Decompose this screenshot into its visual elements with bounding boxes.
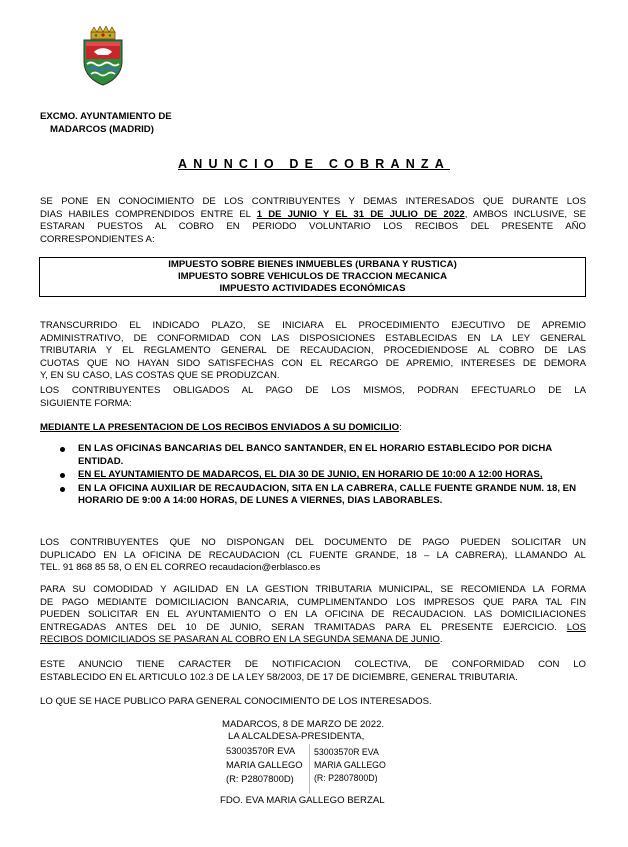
tax-item: IMPUESTO ACTIVIDADES ECONÓMICAS [219,283,406,295]
signature-line: 53003570R EVA [226,745,296,756]
text-line [40,634,586,647]
bullet-icon [60,487,65,492]
text-segment: . [439,634,443,646]
digital-signature-left [226,744,303,786]
text-segment: ENTREGADAS ANTES DEL 10 DE JUNIO, SERAN TRAMITADAS PARA EL PRESENTE EJERCICIO. [40,621,567,633]
signature-line: (R: P2807800D) [226,773,294,784]
list-item [40,469,586,482]
list-item [40,443,586,468]
intro-line: ESTARAN PUESTOS AL COBRO EN PERIODO VOLUNTARIO LOS RECIBOS DEL PRESENTE AÑO [40,221,586,233]
town-hall-method: EN EL AYUNTAMIENTO DE MADARCOS, EL DIA 30 DE JUNIO, EN HORARIO DE 10:00 A 12:00 HORAS, [78,469,543,481]
text-segment-underlined: RECIBOS DOMICILIADOS SE PASARAN AL COBRO EN LA SEGUNDA SEMANA DE JUNIO [40,634,440,646]
signature-line: MARIA GALLEGO [314,759,386,770]
text-line [40,622,586,635]
organization-location: MADARCOS (MADRID) [50,124,154,135]
text-line: TRIBUTARIA Y EL REGLAMENTO GENERAL DE RECAUDACION, PROCEDIENDOSE AL COBRO DE LAS [40,345,586,357]
intro-text: DIAS HABILES COMPRENDIDOS ENTRE EL [40,208,257,220]
list-item [40,483,586,508]
text-line: Y, EN SU CASO, LAS COSTAS QUE SE PRODUZCAN. [40,370,280,382]
intro-text: , AMBOS INCLUSIVE, SE [464,208,586,220]
payment-paragraph [40,385,586,410]
text-line: LO QUE SE HACE PUBLICO PARA GENERAL CONOCIMIENTO DE LOS INTERESADOS. [40,696,432,707]
signature-line: MARIA GALLEGO [226,759,303,770]
digital-signature-right [314,746,386,784]
duplicate-paragraph [40,537,586,575]
text-line: TRANSCURRIDO EL INDICADO PLAZO, SE INICIARA EL PROCEDIMIENTO EJECUTIVO DE APREMIO [40,320,586,331]
intro-line: SE PONE EN CONOCIMIENTO DE LOS CONTRIBUYENTES Y DEMAS INTERESADOS QUE DURANTE LOS [40,196,586,207]
organization-name: EXCMO. AYUNTAMIENTO DE [40,111,172,122]
signature-line: (R: P2807800D) [314,772,378,783]
text-line: ADMINISTRATIVO, DE CONFORMIDAD CON LAS DISPOSICIONES ESTABLECIDAS EN LA LEY GENERAL [40,332,586,344]
signature-line: 53003570R EVA [314,747,379,757]
bank-offices-method: EN LAS OFICINAS BANCARIAS DEL BANCO SANTANDER, EN EL HORARIO ESTABLECIDO POR DICHA ENTIDAD. [78,443,552,467]
closing-paragraph [40,696,586,709]
text-line: TEL. 91 868 85 58, O EN EL CORREO recaudacion@erblasco.es [40,562,321,574]
tax-item: IMPUESTO SOBRE VEHICULOS DE TRACCION MECANICA [178,271,447,283]
bullet-icon [60,473,65,478]
text-line: ESTABLECIDO EN EL ARTICULO 102.3 DE LA LEY 58/2003, DE 17 DE DICIEMBRE, GENERAL TRIBUTARIA. [40,671,518,683]
text-line: CUOTAS QUE NO HAYAN SIDO SATISFECHAS CON EL RECARGO DE APREMIO, INTERESES DE DEMORA [40,357,586,369]
tax-item: IMPUESTO SOBRE BIENES INMUEBLES (URBANA Y RUSTICA) [168,259,457,270]
document-title: ANUNCIO DE COBRANZA [178,157,450,171]
method-heading-text: MEDIANTE LA PRESENTACION DE LOS RECIBOS ENVIADOS A SU DOMICILIO [40,422,400,433]
direct-debit-paragraph [40,584,586,647]
enforcement-paragraph [40,320,586,383]
text-segment-underlined: LOS [566,621,586,633]
text-line: LOS CONTRIBUYENTES QUE NO DISPONGAN DEL DOCUMENTO DE PAGO PUEDEN SOLICITAR UN [40,537,586,548]
collection-period: 1 DE JUNIO Y EL 31 DE JULIO DE 2022 [256,208,465,220]
intro-paragraph [40,196,586,246]
intro-line: CORRESPONDIENTES A: [40,233,155,245]
organization-header [40,110,172,136]
intro-line [40,209,586,222]
method-heading-colon: : [399,422,402,433]
bullet-icon [60,447,65,452]
notification-paragraph [40,659,586,684]
payment-methods-list [40,443,586,509]
method-heading [40,422,586,435]
signatory-role: LA ALCALDESA-PRESIDENTA, [228,731,365,742]
text-line: ESTE ANUNCIO TIENE CARACTER DE NOTIFICACION COLECTIVA, DE CONFORMIDAD CON LO [40,659,586,670]
collection-office-method: EN LA OFICINA AUXILIAR DE RECAUDACION, SITA EN LA CABRERA, CALLE FUENTE GRANDE NUM. 18, EN HORARIO DE 9:00 A 14:00 HORAS, DE LUNES A VIERNES, DIAS LABORABLES. [78,482,576,507]
signatory-name: FDO. EVA MARIA GALLEGO BERZAL [220,795,385,806]
coat-of-arms-icon [78,26,128,86]
taxes-box [39,257,586,297]
text-line: DUPLICADO EN LA OFICINA DE RECAUDACION (CL FUENTE GRANDE, 18 – LA CABRERA), LLAMANDO AL [40,549,586,561]
text-line: PARA SU COMODIDAD Y AGILIDAD EN LA GESTION TRIBUTARIA MUNICIPAL, SE RECOMIENDA LA FORMA [40,584,586,595]
text-line: DE PAGO MEDIANTE DOMICILIACION BANCARIA, CUMPLIMENTANDO LOS IMPRESOS QUE PARA TAL FIN [40,596,586,608]
place-date: MADARCOS, 8 DE MARZO DE 2022. [222,719,385,730]
text-line: LOS CONTRIBUYENTES OBLIGADOS AL PAGO DE LOS MISMOS, PODRAN EFECTUARLO DE LA [40,385,586,396]
text-line: SIGUIENTE FORMA: [40,397,132,409]
text-line: PUEDEN SOLICITAR EN EL AYUNTAMIENTO O EN LA OFICINA DE RECAUDACION. LAS DOMICILIACIONES [40,609,586,621]
signature-divider [309,744,310,794]
